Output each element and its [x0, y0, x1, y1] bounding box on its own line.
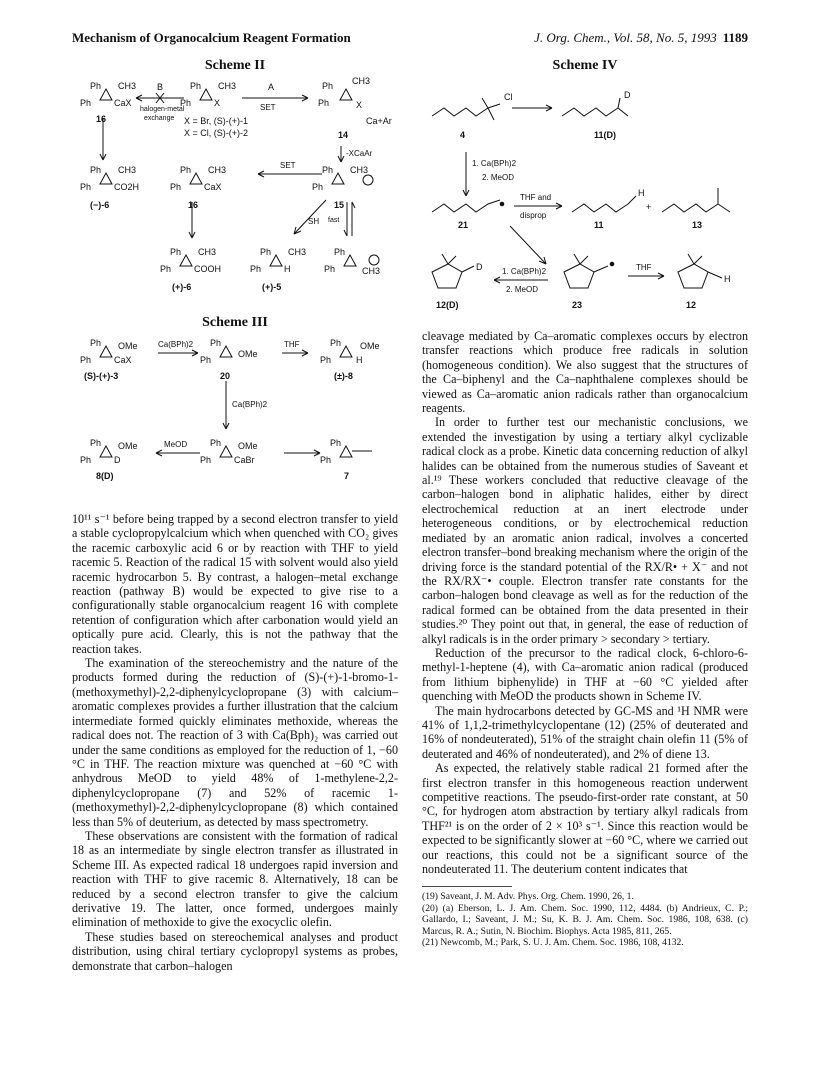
right-paragraph-1: cleavage mediated by Ca–aromatic complexes occurs by electron transfer reactions which produce free radicals in solution (homogeneous condition). We also suggest that the structures of the Ca–biphenyl and the Ca–naphthalene complexes should be viewed as Ca–aromatic anion radicals rather than organocalcium reagents.: [422, 329, 748, 416]
ca-ar-label: Ca+Ar: [366, 116, 392, 126]
halogen-x-label: X: [356, 100, 363, 110]
footnote-divider: [422, 886, 512, 887]
ph-label: Ph: [200, 455, 212, 465]
hydrogen-label: H: [638, 188, 645, 198]
hydrogen-label: H: [284, 264, 291, 274]
co2h-label: CO2H: [114, 182, 140, 192]
compound-7-label: 7: [344, 471, 350, 481]
ph-label: Ph: [80, 455, 92, 465]
footnote-19: (19) Saveant, J. M. Adv. Phys. Org. Chem. 1990, 26, 1.: [422, 891, 634, 903]
deuterium-label: D: [476, 262, 483, 272]
step-1-label: 1. Ca(BPh)2: [502, 267, 547, 276]
compound-14-label: 14: [338, 130, 349, 140]
ph-label: Ph: [90, 338, 102, 348]
compound-23-label: 23: [572, 300, 583, 310]
hydrogen-label: H: [724, 274, 731, 284]
reagent-label: Ca(BPh)2: [232, 400, 268, 409]
x-cl-label: X = Cl, (S)-(+)-2: [184, 128, 249, 138]
page-number: 1189: [722, 30, 748, 45]
halogen-metal-label: halogen-metal: [140, 106, 185, 113]
deuterium-label: D: [114, 455, 121, 465]
plus-sign: +: [646, 202, 652, 212]
left-paragraph-1: 10¹¹ s⁻¹ before being trapped by a second electron transfer to yield a stable cyclopropylcalcium which when quenched with CO₂ gives the racemic carboxylic acid 6 or by reaction with THF to yield racemic 5. Reaction of the radical 15 with solvent would also yield racemic hydrocarbon 5. By contrast, a halogen–metal exchange reaction (pathway B) would be expected to give rise to a configurationally stable organocalcium reagent 16 with complete retention of configuration which after carbonation would yield an optically pure acid. Clearly, this is not the pathway that the reaction takes.: [72, 512, 398, 656]
methyl-label: CH3: [208, 165, 227, 175]
scheme-3-title: Scheme III: [202, 315, 268, 330]
ph-label: Ph: [180, 98, 192, 108]
disprop-label: disprop: [520, 211, 547, 220]
ph-label: Ph: [210, 438, 222, 448]
ph-label: Ph: [80, 98, 92, 108]
right-column: [422, 56, 748, 948]
compound-p6-label: (+)-6: [172, 282, 192, 292]
ph-label: Ph: [260, 247, 272, 257]
journal-citation: J. Org. Chem., Vol. 58, No. 5, 1993: [534, 30, 717, 45]
compound-8d-label: 8(D): [96, 471, 114, 481]
set-label: SET: [280, 161, 296, 170]
ph-label: Ph: [318, 98, 330, 108]
compound-21-label: 21: [458, 220, 469, 230]
compound-p5-label: (+)-5: [262, 282, 282, 292]
right-paragraph-5: As expected, the relatively stable radical 21 formed after the first electron transfer in this homogeneous reaction underwent competitive reactions. The pseudo-first-order rate constant, at 50 °C, for hydrogen atom abstraction by tertiary alkyl radicals from THF²¹ is on the order of 2 × 10³ s⁻¹. Since this reaction would be expected to be significantly slower at −60 °C, where we carried out our reactions, this could not be a significant source of the nondeuterated 11. The deuterium content indicates that: [422, 761, 748, 877]
compound-8-label: (±)-8: [334, 371, 353, 381]
compound-16-label: 16: [96, 114, 107, 124]
ph-label: Ph: [324, 264, 336, 274]
chlorine-label: Cl: [504, 92, 513, 102]
pathway-a-label: A: [268, 82, 275, 92]
ph-label: Ph: [250, 264, 262, 274]
compound-12-label: 12: [686, 300, 697, 310]
header-citation: [534, 30, 748, 46]
ph-label: Ph: [190, 81, 202, 91]
compound-3-label: (S)-(+)-3: [84, 371, 119, 381]
ome-label: OMe: [360, 341, 380, 351]
right-paragraph-4: The main hydrocarbons detected by GC-MS and ¹H NMR were 41% of 1,1,2-trimethylcyclopentane (12) (25% of deuterated and 16% of nondeuterated), 51% of the straight chain olefin 11 (5% of deuterated and 46% of nondeuterated), and 2% of diene 13.: [422, 703, 748, 761]
ph-label: Ph: [210, 338, 222, 348]
left-paragraph-2: The examination of the stereochemistry and the nature of the products formed during the reduction of (S)-(+)-1-bromo-1-(methoxymethyl)-2,2-diphenylcyclopropane (3) with calcium–aromatic complexes provides a further illustration that the calcium intermediate formed quickly eliminates methoxide, whereas the radical does not. The reaction of 3 with Ca(Bph)₂ was carried out under the same conditions as employed for the reduction of 1, −60 °C in THF. The reaction mixture was quenched at −60 °C with anhydrous MeOD to yield 48% of 1-methylene-2,2-diphenylcyclopropane (7) and 52% of racemic 1-(methoxymethyl)-2,2-diphenylcyclopropane (8) which contained less than 5% of deuterium, as detected by mass spectrometry.: [72, 656, 398, 829]
scheme-4-figure: [422, 76, 748, 324]
compound-12d-label: 12(D): [436, 300, 459, 310]
ph-label: Ph: [312, 182, 324, 192]
compound-11-label: 11: [594, 220, 604, 230]
xcaar-label: -XCaAr: [346, 149, 373, 158]
methyl-label: CH3: [218, 81, 237, 91]
left-column: [72, 56, 398, 973]
methyl-label: CH3: [118, 81, 137, 91]
ph-label: Ph: [334, 247, 346, 257]
ph-label: Ph: [200, 355, 212, 365]
right-paragraph-3: Reduction of the precursor to the radical clock, 6-chloro-6-methyl-1-heptene (4), with Ca–aromatic anion radical (produced from lithium biphenylide) in THF at −60 °C yielded after quenching with MeOD the products shown in Scheme IV.: [422, 645, 748, 704]
compound-13-label: 13: [692, 220, 703, 230]
hydrogen-label: H: [356, 355, 363, 365]
methyl-label: CH3: [118, 165, 137, 175]
right-paragraph-2: In order to further test our mechanistic conclusions, we extended the investigation by using a tertiary alkyl cyclizable radical clock as a probe. Kinetic data concerning reduction of alkyl halides can be obtained from the numerous studies of Saveant et al.¹⁹ These workers concluded that reductive cleavage of the carbon–halogen bond in aliphatic halides, either by direct electrochemical reduction at an inert electrode under heterogeneous conditions, or by electrochemical reduction mediated by an aromatic anion radical, involves a concerted electron transfer–bond breaking mechanism where the origin of the driving force is the standard potential of the RX/R• + X⁻ and not the RX/RX⁻• couple. Electron transfer rate constants for the carbon–halogen bond cleavage as well as for the reduction of the radical formed can be obtained from the data presented in their studies.²⁰ They point out that, in general, the ease of reduction of alkyl radicals is in the order primary > secondary > tertiary.: [422, 415, 748, 646]
thf-label: THF: [636, 263, 652, 272]
x-br-label: X = Br, (S)-(+)-1: [184, 116, 249, 126]
methyl-label: CH3: [198, 247, 217, 257]
thf-and-label: THF and: [520, 193, 552, 202]
ph-label: Ph: [322, 81, 334, 91]
running-header: [72, 30, 748, 48]
compound-m6-label: (−)-6: [90, 200, 110, 210]
compound-16-label: 16: [188, 200, 199, 210]
ome-label: OMe: [118, 341, 138, 351]
step-1-label: 1. Ca(BPh)2: [472, 159, 517, 168]
ph-label: Ph: [180, 165, 192, 175]
cabr-label: CaBr: [234, 455, 255, 465]
scheme-4-title: Scheme IV: [552, 58, 618, 73]
ome-label: OMe: [238, 441, 258, 451]
header-title: Mechanism of Organocalcium Reagent Formation: [72, 30, 351, 45]
methyl-label: CH3: [362, 266, 381, 276]
step-2-label: 2. MeOD: [506, 285, 539, 294]
meod-label: MeOD: [164, 440, 188, 449]
left-paragraph-3: These observations are consistent with the formation of radical 18 as an intermediate by single electron transfer as illustrated in Scheme III. As expected radical 18 undergoes rapid inversion and reaction with THF to give racemic 8. Alternatively, 18 can be reduced by a second electron transfer to give the calcium derivative 19. The latter, once formed, undergoes mainly elimination of methoxide to give the exocyclic olefin.: [72, 828, 398, 930]
deuterium-label: D: [624, 90, 631, 100]
footnote-21: (21) Newcomb, M.; Park, S. U. J. Am. Chem. Soc. 1986, 108, 4132.: [422, 937, 684, 949]
ph-label: Ph: [90, 81, 102, 91]
scheme-2-figure: [72, 76, 398, 308]
cooh-label: COOH: [194, 264, 221, 274]
left-paragraph-4: These studies based on stereochemical analyses and product distribution, using chiral tertiary cyclopropyl systems as probes, demonstrate that carbon–halogen: [72, 929, 398, 973]
step-2-label: 2. MeOD: [482, 173, 515, 182]
compound-11d-label: 11(D): [594, 130, 617, 140]
ph-label: Ph: [320, 455, 332, 465]
ph-label: Ph: [322, 165, 334, 175]
methyl-label: CH3: [352, 76, 371, 86]
ph-label: Ph: [330, 438, 342, 448]
compound-4-label: 4: [460, 130, 466, 140]
ome-label: OMe: [118, 441, 138, 451]
ph-label: Ph: [320, 355, 332, 365]
cax-label: CaX: [114, 98, 132, 108]
ph-label: Ph: [160, 264, 172, 274]
exchange-label: exchange: [144, 115, 175, 122]
ph-label: Ph: [80, 182, 92, 192]
fast-label: fast: [328, 217, 340, 224]
scheme-2-title: Scheme II: [204, 58, 266, 73]
ph-label: Ph: [90, 165, 102, 175]
compound-20-label: 20: [220, 371, 231, 381]
halogen-x-label: X: [214, 98, 221, 108]
scheme-3-figure: [72, 333, 398, 507]
ph-label: Ph: [170, 182, 182, 192]
pathway-b-label: B: [157, 82, 164, 92]
methyl-label: CH3: [288, 247, 307, 257]
set-label: SET: [260, 103, 276, 112]
reagent-label: Ca(BPh)2: [158, 340, 194, 349]
footnote-20: (20) (a) Eberson, L. J. Am. Chem. Soc. 1990, 112, 4484. (b) Andrieux, C. P.; Gallardo, I.; Saveant, J. M.; Su, K. B. J. Am. Chem. Soc. 1986, 108, 638. (c) Marcus, R. A.; Sutin, N. Biochim. Biophys. Acta 1985, 811, 265.: [422, 902, 748, 937]
ph-label: Ph: [330, 338, 342, 348]
ome-label: OMe: [238, 349, 258, 359]
cax-label: CaX: [204, 182, 222, 192]
methyl-label: CH3: [350, 165, 369, 175]
cax-label: CaX: [114, 355, 132, 365]
ph-label: Ph: [80, 355, 92, 365]
ph-label: Ph: [170, 247, 182, 257]
sh-label: SH: [308, 217, 320, 226]
compound-15-label: 15: [334, 200, 345, 210]
ph-label: Ph: [90, 438, 102, 448]
thf-label: THF: [284, 340, 300, 349]
